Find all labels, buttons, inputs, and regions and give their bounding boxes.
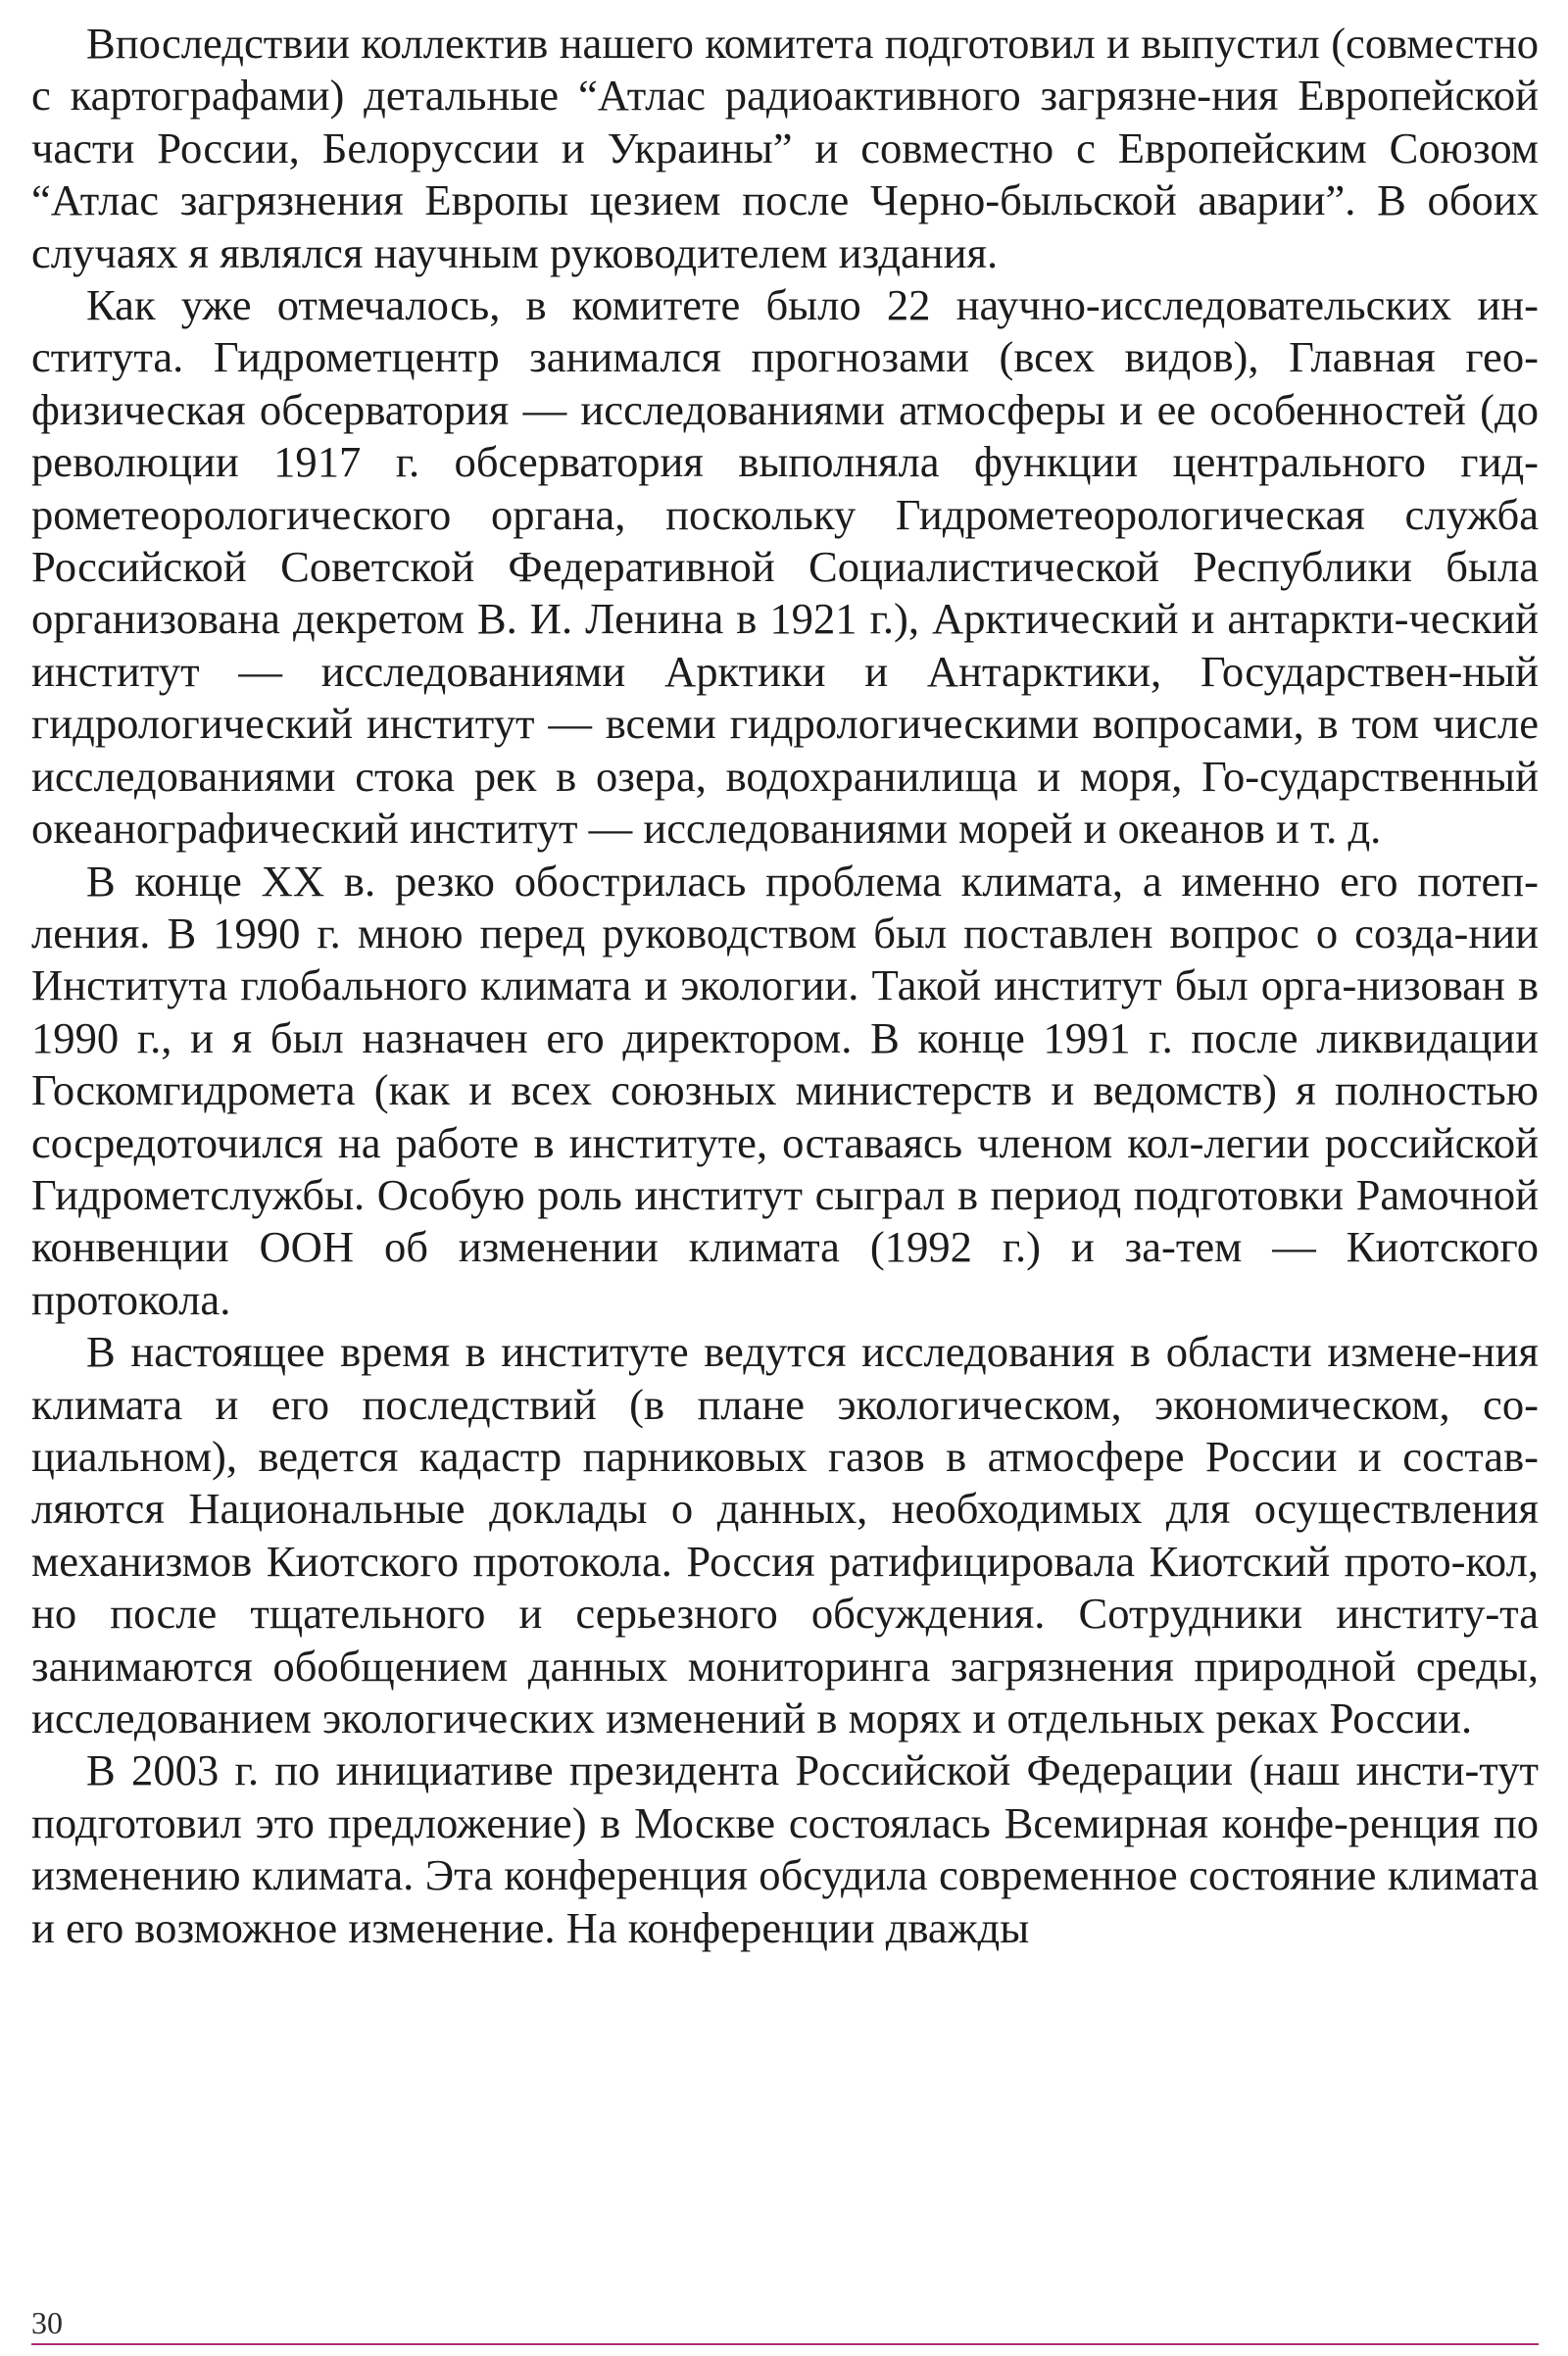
page-number: 30 xyxy=(31,2305,63,2340)
paragraph-5: В 2003 г. по инициативе президента Российской Федерации (наш инсти-тут подготовил это предложение) в Москве состоялась Всемирная конфе-ренция по изменению климата. Эта конференция обсудила современное состояние климата и его возможное изменение. На конференции дважды xyxy=(31,1745,1539,1952)
body-text xyxy=(31,18,1539,1954)
paragraph-2: Как уже отмечалось, в комитете было 22 научно-исследовательских ин-ститута. Гидрометцентр занимался прогнозами (всех видов), Главная гео-физическая обсерватория — исследованиями атмосферы и ее особенностей (до революции 1917 г. обсерватория выполняла функции центрального гид-рометеорологического органа, поскольку Гидрометеорологическая служба Российской Советской Федеративной Социалистической Республики была организована декретом В. И. Ленина в 1921 г.), Арктический и антаркти-ческий институт — исследованиями Арктики и Антарктики, Государствен-ный гидрологический институт — всеми гидрологическими вопросами, в том числе исследованиями стока рек в озера, водохранилища и моря, Го-сударственный океанографический институт — исследованиями морей и океанов и т. д. xyxy=(31,280,1539,854)
paragraph-4: В настоящее время в институте ведутся исследования в области измене-ния климата и его последствий (в плане экологическом, экономическом, со-циальном), ведется кадастр парниковых газов в атмосфере России и состав-ляются Национальные доклады о данных, необходимых для осуществления механизмов Киотского протокола. Россия ратифицировала Киотский прото-кол, но после тщательного и серьезного обсуждения. Сотрудники институ-та занимаются обобщением данных мониторинга загрязнения природной среды, исследованием экологических изменений в морях и отдельных реках России. xyxy=(31,1327,1539,1742)
footer-rule xyxy=(31,2343,1539,2345)
paragraph-3: В конце XX в. резко обострилась проблема климата, а именно его потеп-ления. В 1990 г. мною перед руководством был поставлен вопрос о созда-нии Института глобального климата и экологии. Такой институт был орга-низован в 1990 г., и я был назначен его директором. В конце 1991 г. после ликвидации Госкомгидромета (как и всех союзных министерств и ведомств) я полностью сосредоточился на работе в институте, оставаясь членом кол-легии российской Гидрометслужбы. Особую роль институт сыграл в период подготовки Рамочной конвенции ООН об изменении климата (1992 г.) и за-тем — Киотского протокола. xyxy=(31,856,1539,1324)
paragraph-1: Впоследствии коллектив нашего комитета подготовил и выпустил (совместно с картографами) детальные “Атлас радиоактивного загрязне-ния Европейской части России, Белоруссии и Украины” и совместно с Европейским Союзом “Атлас загрязнения Европы цезием после Черно-быльской аварии”. В обоих случаях я являлся научным руководителем издания. xyxy=(31,19,1539,277)
